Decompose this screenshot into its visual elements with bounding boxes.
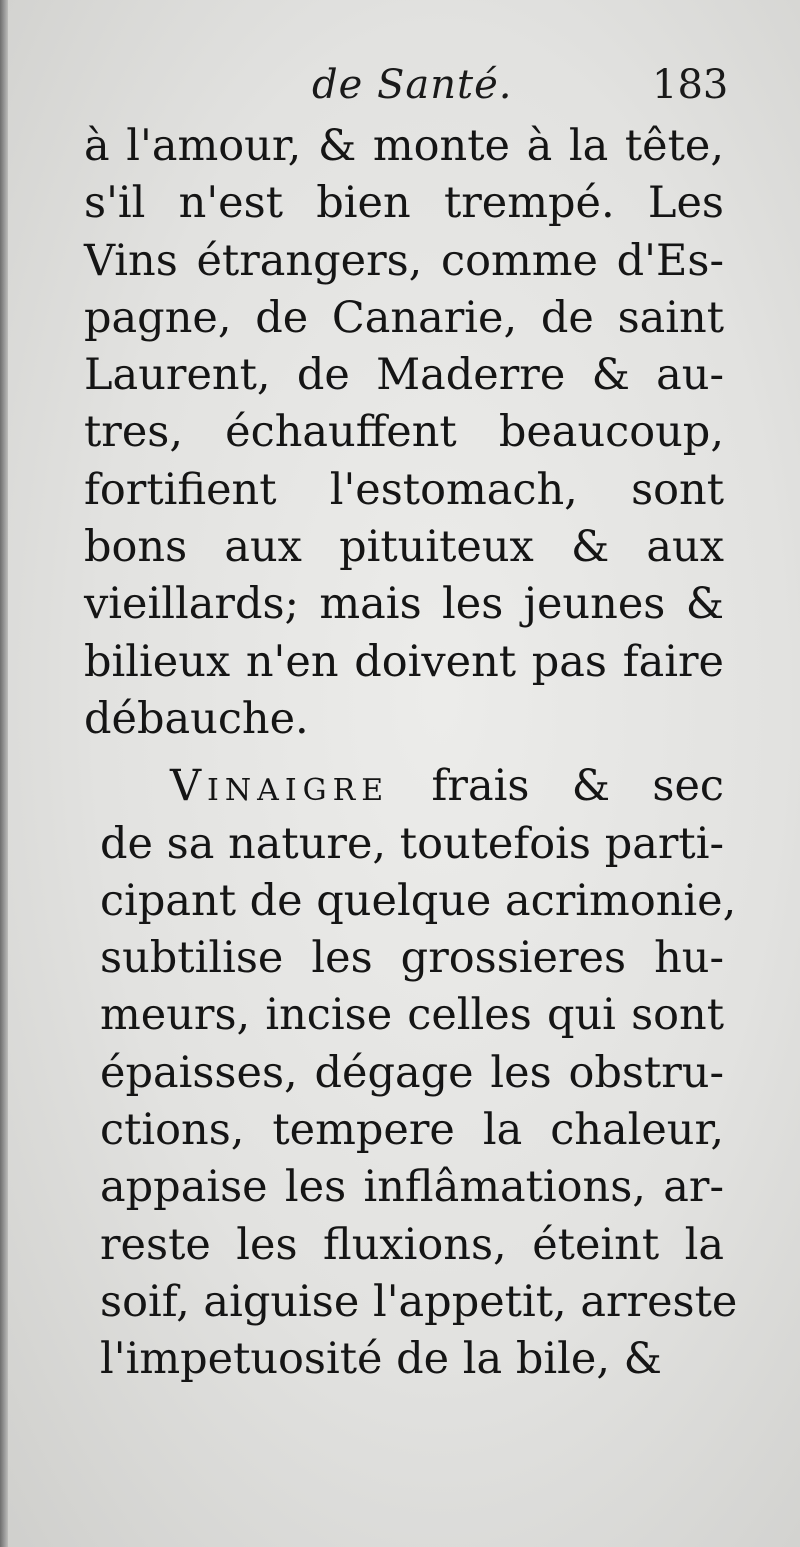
text-line-first [100,758,724,815]
text-line: vieillards; mais les jeunes & [84,579,724,630]
page-edge [0,0,8,1547]
text-line: bilieux n'en doivent pas faire [84,636,724,687]
first-line-rest: frais & sec [389,761,724,812]
lead-word: Vinaigre [170,761,390,812]
text-line: Laurent, de Maderre & au- [84,350,724,401]
text-line: bons aux pituiteux & aux [84,522,724,573]
text-line: subtilise les grossieres hu- [100,933,724,984]
paragraph-1 [84,118,724,748]
paragraph-2 [100,758,738,1388]
page-number: 183 [652,62,729,108]
text-line: débauche. [84,693,309,744]
text-line: pagne, de Canarie, de saint [84,292,724,343]
text-line: l'impetuosité de la bile, & [100,1334,662,1385]
text-line: tres, échauffent beaucoup, [84,407,724,458]
text-line: s'il n'est bien trempé. Les [84,178,724,229]
text-line: fortifient l'estomach, sont [84,464,724,515]
paragraph-gap [84,748,724,758]
text-line: de sa nature, toutefois parti- [100,818,724,869]
text-line: appaise les inflâmations, ar- [100,1162,724,1213]
text-line: ctions, tempere la chaleur, [100,1105,724,1156]
text-line: Vins étrangers, comme d'Es- [84,235,724,286]
text-line: meurs, incise celles qui sont [100,990,724,1041]
text-line: soif, aiguise l'appetit, arreste [100,1276,738,1327]
body-text [84,118,738,1389]
text-line: reste les fluxions, éteint la [100,1219,724,1270]
text-line: à l'amour, & monte à la tête, [84,121,724,171]
text-line: cipant de quelque acrimonie, [100,875,737,926]
running-title: de Santé. [312,62,513,108]
text-line: épaisses, dégage les obstru- [100,1047,724,1098]
page-header [0,62,800,122]
